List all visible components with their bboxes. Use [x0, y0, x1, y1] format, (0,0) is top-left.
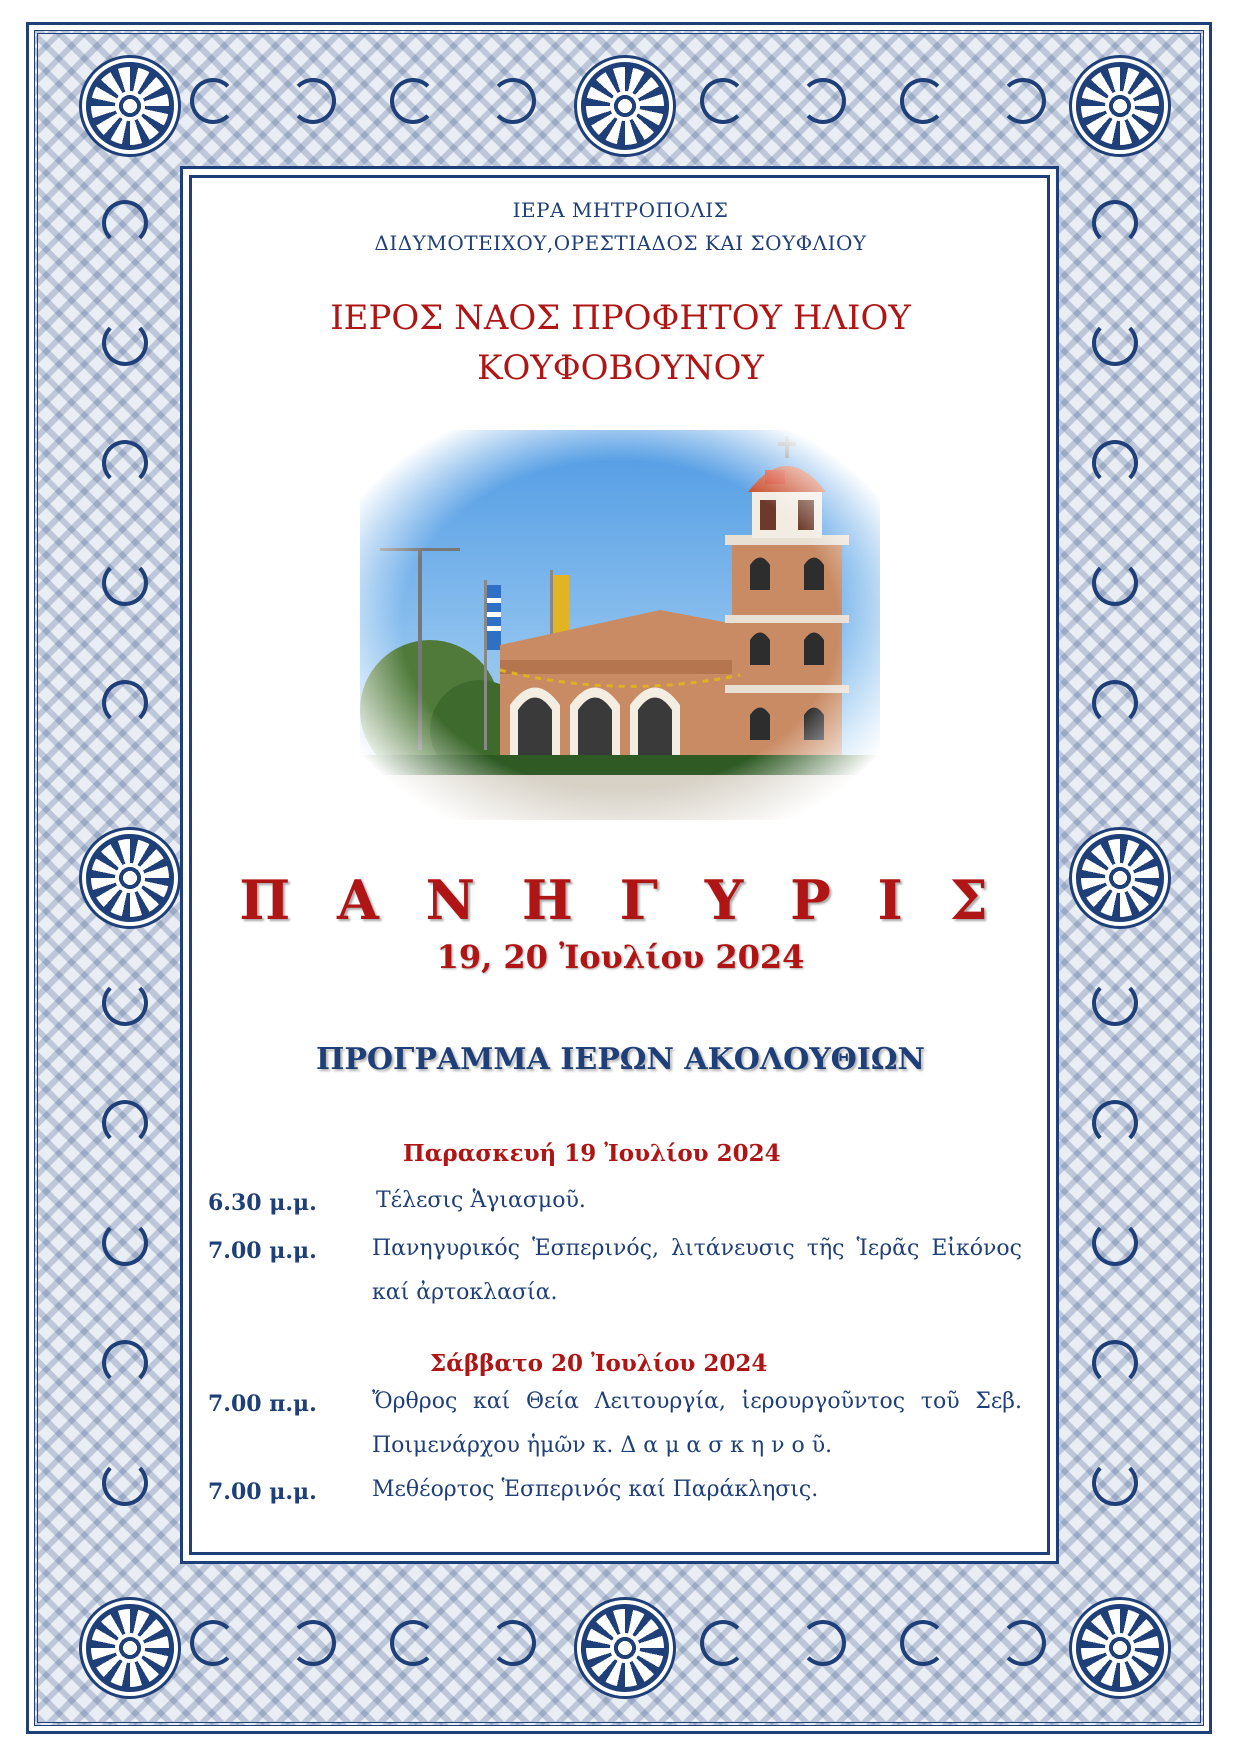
festival-title: Π Α Ν Η Γ Υ Ρ Ι Σ: [239, 868, 1002, 932]
scroll-ornament: [1092, 1220, 1138, 1266]
service-description: Πανηγυρικός Ἑσπερινός, λιτάνευσις τῆς Ἱερᾶς Εἰκόνος καί ἀρτοκλασία.: [372, 1236, 1022, 1305]
metropolis-line-2: ΔΙΔΥΜΟΤΕΙΧΟΥ,ΟΡΕΣΤΙΑΔΟΣ ΚΑΙ ΣΟΥΦΛΙΟΥ: [374, 231, 867, 255]
scroll-ornament: [102, 560, 148, 606]
scroll-ornament: [290, 1620, 336, 1666]
scroll-ornament: [102, 680, 148, 726]
scroll-ornament: [490, 1620, 536, 1666]
scroll-ornament: [102, 1460, 148, 1506]
program-heading: ΠΡΟΓΡΑΜΜΑ ΙΕΡΩΝ ΑΚΟΛΟΥΘΙΩΝ: [316, 1042, 925, 1077]
scroll-ornament: [1092, 980, 1138, 1026]
scroll-ornament: [102, 1100, 148, 1146]
festival-dates: 19, 20 Ἰουλίου 2024: [436, 938, 805, 976]
scroll-ornament: [800, 78, 846, 124]
corner-rosette-top-left: [86, 62, 174, 150]
scroll-ornament: [490, 78, 536, 124]
scroll-ornament: [290, 78, 336, 124]
service-description: Τέλεσις Ἁγιασμοῦ.: [376, 1188, 586, 1213]
scroll-ornament: [190, 1620, 236, 1666]
church-photo: [360, 430, 880, 820]
scroll-ornament: [1092, 1340, 1138, 1386]
scroll-ornament: [102, 980, 148, 1026]
corner-rosette-top-right: [1076, 62, 1164, 150]
scroll-ornament: [390, 1620, 436, 1666]
day-2-label: Σάββατο 20 Ἰουλίου 2024: [430, 1350, 768, 1377]
scroll-ornament: [1000, 1620, 1046, 1666]
scroll-ornament: [1092, 1460, 1138, 1506]
scroll-ornament: [700, 1620, 746, 1666]
scroll-ornament: [700, 78, 746, 124]
service-description: Μεθέορτος Ἑσπερινός καί Παράκλησις.: [372, 1477, 819, 1502]
church-title-line-2: ΚΟΥΦΟΒΟΥΝΟΥ: [477, 348, 764, 388]
scroll-ornament: [1092, 440, 1138, 486]
service-time: 7.00 μ.μ.: [208, 1479, 317, 1505]
service-time: 7.00 π.μ.: [208, 1391, 317, 1417]
day-1-label: Παρασκευή 19 Ἰουλίου 2024: [403, 1140, 781, 1167]
rosette-bottom-center: [581, 1604, 669, 1692]
metropolis-line-1: ΙΕΡΑ ΜΗΤΡΟΠΟΛΙΣ: [512, 198, 729, 222]
scroll-ornament: [900, 1620, 946, 1666]
church-title-line-1: ΙΕΡΟΣ ΝΑΟΣ ΠΡΟΦΗΤΟΥ ΗΛΙΟΥ: [330, 298, 911, 338]
scroll-ornament: [800, 1620, 846, 1666]
scroll-ornament: [1092, 680, 1138, 726]
corner-rosette-bottom-left: [86, 1604, 174, 1692]
rosette-top-center: [581, 62, 669, 150]
scroll-ornament: [1092, 1100, 1138, 1146]
service-time: 6.30 μ.μ.: [208, 1190, 317, 1216]
scroll-ornament: [102, 440, 148, 486]
service-description: Ὄρθρος καί Θεία Λειτουργία, ἱερουργοῦντος τοῦ Σεβ. Ποιμενάρχου ἡμῶν κ. Δ α μ α σ κ η ν ο ῦ.: [372, 1389, 1022, 1458]
scroll-ornament: [1092, 560, 1138, 606]
scroll-ornament: [102, 1220, 148, 1266]
scroll-ornament: [390, 78, 436, 124]
scroll-ornament: [102, 1340, 148, 1386]
scroll-ornament: [900, 78, 946, 124]
scroll-ornament: [1000, 78, 1046, 124]
scroll-ornament: [190, 78, 236, 124]
corner-rosette-bottom-right: [1076, 1604, 1164, 1692]
service-time: 7.00 μ.μ.: [208, 1238, 317, 1264]
